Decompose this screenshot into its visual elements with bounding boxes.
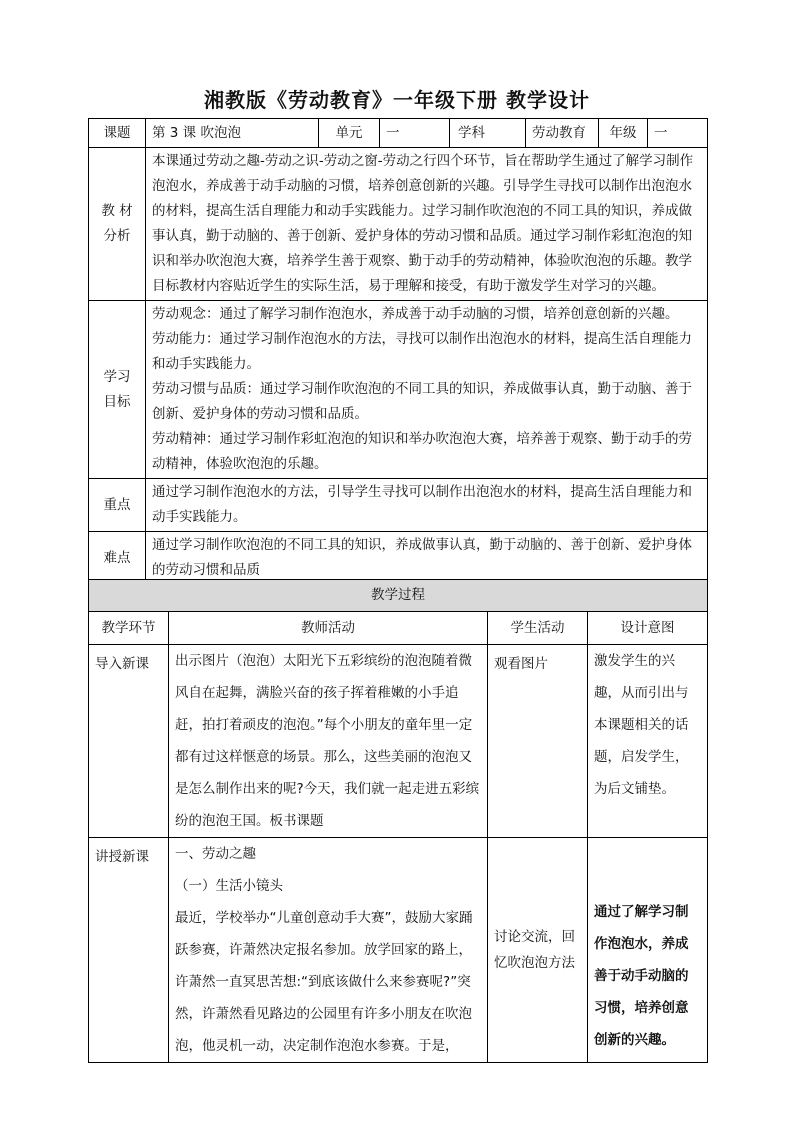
- teacher-activity-new-lesson: [169, 838, 488, 1063]
- analysis-row: [89, 148, 708, 301]
- stage-new-lesson: 讲授新课: [89, 838, 169, 1063]
- teacher-heading-2: （一）生活小镜头: [175, 878, 283, 894]
- header-intent: 设计意图: [588, 612, 708, 645]
- lesson-info-table: [88, 118, 708, 585]
- goal-habit: 劳动习惯与品质：通过学习制作吹泡泡的不同工具的知识，养成做事认真，勤于动脑、善于创新、爱护身体的劳动习惯和品质。: [152, 381, 692, 422]
- goals-list: [146, 301, 708, 479]
- key-point-label: 重点: [89, 479, 146, 532]
- goal-ability: 劳动能力：通过学习制作泡泡水的方法，寻找可以制作出泡泡水的材料，提高生活自理能力和动手实践能力。: [152, 331, 692, 372]
- subject-value: 劳动教育: [526, 119, 599, 148]
- goals-label: [89, 301, 146, 479]
- grade-label: 年级: [599, 119, 648, 148]
- goals-label-line1: 学习: [103, 368, 131, 385]
- analysis-text: 本课通过劳动之趣-劳动之识-劳动之窗-劳动之行四个环节，旨在帮助学生通过了解学习制作泡泡水，养成善于动手动脑的习惯，培养创意创新的兴趣。引导学生寻找可以制作出泡泡水的材料，提高生活自理能力和动手实践能力。过学习制作吹泡泡的不同工具的知识，养成做事认真，勤于动脑的、善于创新、爱护身体的劳动习惯和品质。通过学习制作彩虹泡泡的知识和举办吹泡泡大赛，培养学生善于观察、勤于动手的劳动精神，体验吹泡泡的乐趣。教学目标教材内容贴近学生的实际生活，易于理解和接受，有助于激发学生对学习的兴趣。: [146, 148, 708, 301]
- goal-spirit: 劳动精神：通过学习制作彩虹泡泡的知识和举办吹泡泡大赛，培养善于观察、勤于动手的劳动精神，体验吹泡泡的乐趣。: [152, 431, 692, 472]
- process-row-new-lesson: [89, 838, 708, 1063]
- header-student: 学生活动: [488, 612, 588, 645]
- key-point-text: 通过学习制作泡泡水的方法，引导学生寻找可以制作出泡泡水的材料，提高生活自理能力和动手实践能力。: [146, 479, 708, 532]
- analysis-label: [89, 148, 146, 301]
- key-point-row: [89, 479, 708, 532]
- teacher-story-text: 最近，学校举办“儿童创意动手大赛”，鼓励大家踊跃参赛，许萧然决定报名参加。放学回家的路上，许萧然一直冥思苦想:“到底该做什么来参赛呢?”突然，许萧然看见路边的公园里有许多小朋友在吹泡泡，他灵机一动，决定制作泡泡水参赛。于是，: [175, 910, 473, 1054]
- process-header-row: [89, 612, 708, 645]
- stage-intro: 导入新课: [89, 645, 169, 838]
- process-section-title: 教学过程: [89, 580, 708, 612]
- lesson-value: 第 3 课 吹泡泡: [146, 119, 319, 148]
- header-teacher: 教师活动: [169, 612, 488, 645]
- unit-label: 单元: [319, 119, 380, 148]
- goals-label-line2: 目标: [103, 393, 131, 410]
- goal-concept: 劳动观念：通过了解学习制作泡泡水，养成善于动手动脑的习惯，培养创意创新的兴趣。: [152, 306, 679, 322]
- subject-label: 学科: [450, 119, 526, 148]
- lesson-label: 课题: [89, 119, 146, 148]
- document-title: 湘教版《劳动教育》一年级下册 教学设计: [204, 88, 590, 112]
- design-intent-new-lesson: 通过了解学习制作泡泡水，养成善于动手动脑的习惯，培养创意创新的兴趣。: [588, 838, 708, 1063]
- analysis-label-line1: 教 材: [101, 203, 133, 219]
- header-stage: 教学环节: [89, 612, 169, 645]
- teacher-heading-1: 一、劳动之趣: [175, 846, 256, 862]
- teaching-process-table: [88, 579, 708, 1063]
- unit-value: 一: [380, 119, 450, 148]
- lesson-info-row: [89, 119, 708, 148]
- difficulty-label: 难点: [89, 532, 146, 585]
- teacher-activity-intro: 出示图片（泡泡）太阳光下五彩缤纷的泡泡随着微风自在起舞，满脸兴奋的孩子挥着稚嫩的小手追赶，拍打着顽皮的泡泡。”每个小朋友的童年里一定都有过这样惬意的场景。那么，这些美丽的泡泡又是怎么制作出来的呢?今天，我们就一起走进五彩缤纷的泡泡王国。板书课题: [169, 645, 488, 838]
- student-activity-intro: 观看图片: [488, 645, 588, 838]
- difficulty-row: [89, 532, 708, 585]
- design-intent-intro: 激发学生的兴趣，从而引出与本课题相关的话题，启发学生，为后文铺垫。: [588, 645, 708, 838]
- difficulty-text: 通过学习制作吹泡泡的不同工具的知识，养成做事认真，勤于动脑的、善于创新、爱护身体的劳动习惯和品质: [146, 532, 708, 585]
- analysis-label-line2: 分析: [103, 228, 131, 244]
- goals-row: [89, 301, 708, 479]
- process-row-intro: [89, 645, 708, 838]
- process-title-row: [89, 580, 708, 612]
- grade-value: 一: [648, 119, 708, 148]
- student-activity-new-lesson: 讨论交流，回忆吹泡泡方法: [488, 838, 588, 1063]
